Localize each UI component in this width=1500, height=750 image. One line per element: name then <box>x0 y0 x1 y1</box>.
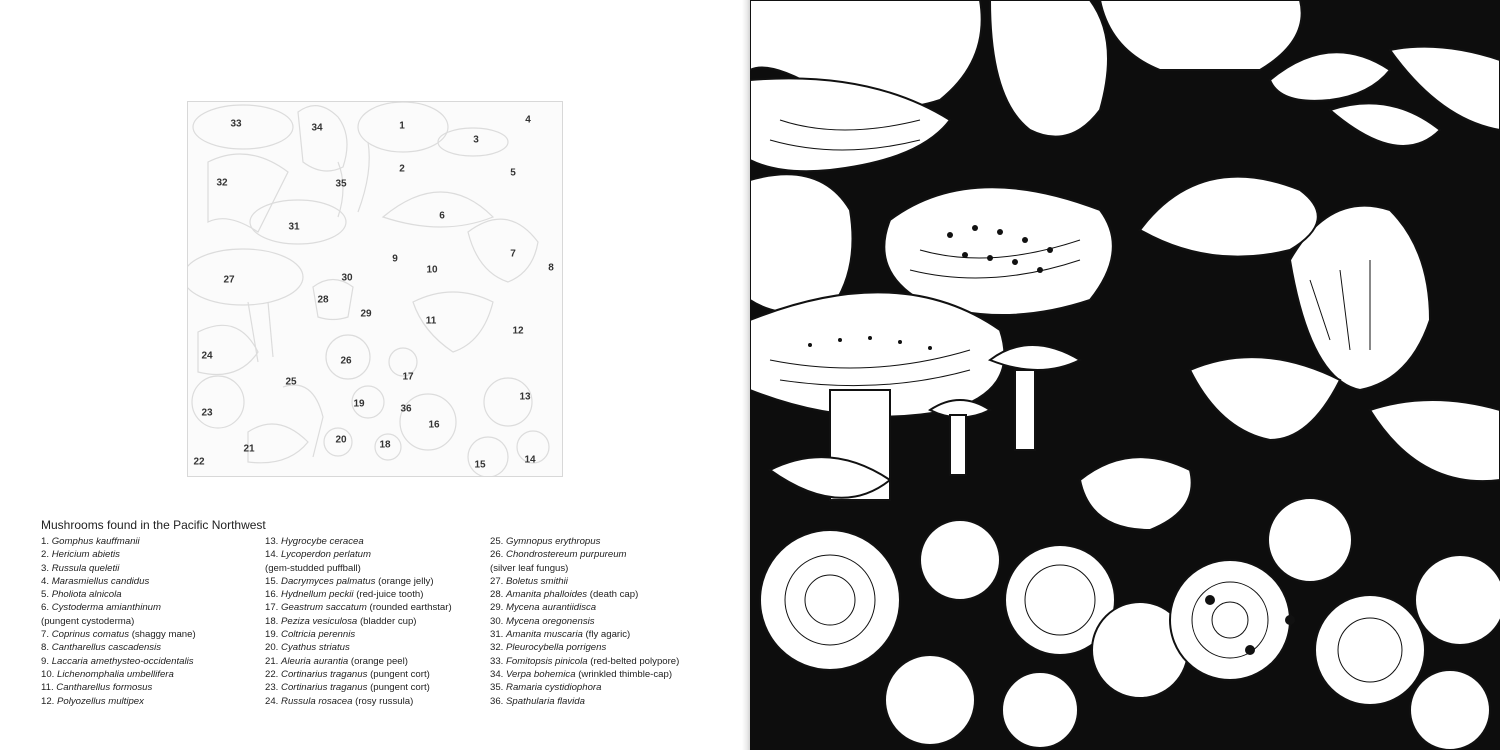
key-number-28: 28 <box>317 294 329 306</box>
legend-item-scientific-name: Coprinus comatus <box>51 629 130 641</box>
legend-item-common-name: (fly agaric) <box>585 629 631 641</box>
legend-column-3 <box>490 535 679 708</box>
legend-item <box>41 615 196 628</box>
legend-item-number: 33. <box>490 655 504 667</box>
legend-item <box>490 548 679 561</box>
legend-item <box>490 655 679 668</box>
key-diagram-outlines <box>188 102 562 476</box>
legend-item-number: 19. <box>265 629 279 641</box>
legend-item <box>41 668 196 681</box>
legend-item-common-name: (red-juice tooth) <box>356 589 424 601</box>
legend-item-scientific-name: Russula queletii <box>51 562 120 574</box>
legend-item <box>41 548 196 561</box>
right-page-illustration <box>750 0 1500 750</box>
legend-column-1 <box>41 535 196 708</box>
key-number-10: 10 <box>426 264 438 276</box>
key-number-33: 33 <box>230 118 242 130</box>
key-number-22: 22 <box>193 456 205 468</box>
legend-item <box>41 575 196 588</box>
legend-item <box>265 575 452 588</box>
left-page <box>0 0 748 750</box>
legend-item-scientific-name: Gymnopus erythropus <box>506 536 601 547</box>
legend-item-common-name: (gem-studded puffball) <box>265 562 361 574</box>
key-number-2: 2 <box>399 163 405 175</box>
legend-item-scientific-name: Pholiota alnicola <box>51 589 122 601</box>
legend-item-scientific-name: Hygrocybe ceracea <box>281 536 364 547</box>
key-number-7: 7 <box>510 248 516 260</box>
key-number-31: 31 <box>288 221 300 233</box>
key-number-13: 13 <box>519 391 531 403</box>
legend-item-number: 34. <box>490 668 504 680</box>
legend-item-number: 22. <box>265 668 279 680</box>
legend-item-number: 36. <box>490 695 504 707</box>
legend-item <box>41 695 196 708</box>
key-number-30: 30 <box>341 272 353 284</box>
legend-item-scientific-name: Cyathus striatus <box>281 642 350 654</box>
key-number-21: 21 <box>243 443 255 455</box>
legend-item-scientific-name: Mycena aurantiidisca <box>506 602 597 614</box>
legend-item <box>490 641 679 654</box>
legend-item-scientific-name: Coltricia perennis <box>281 629 356 641</box>
legend-item-common-name: (bladder cup) <box>359 615 417 627</box>
key-number-15: 15 <box>474 459 486 471</box>
legend-item <box>41 628 196 641</box>
legend-item-scientific-name: Cystoderma amianthinum <box>51 602 161 614</box>
legend-item-common-name: (red-belted polypore) <box>590 655 680 667</box>
legend-item <box>490 695 679 708</box>
legend-item-number: 4. <box>41 575 50 587</box>
key-number-14: 14 <box>524 454 536 466</box>
legend-item-scientific-name: Cortinarius traganus <box>281 682 368 694</box>
legend-item <box>41 562 196 575</box>
legend-item-common-name: (orange jelly) <box>378 575 434 587</box>
legend-item-number: 2. <box>41 549 50 561</box>
legend-item <box>265 588 452 601</box>
legend-item-number: 11. <box>41 682 54 694</box>
legend-item-scientific-name: Lycoperdon perlatum <box>281 549 371 561</box>
legend-item <box>41 601 196 614</box>
key-number-29: 29 <box>360 308 372 320</box>
legend-item <box>490 562 679 575</box>
legend-item <box>265 548 452 561</box>
legend-item-scientific-name: Cortinarius traganus <box>281 668 368 680</box>
mushroom-line-art <box>750 0 1500 750</box>
legend-item-number: 23. <box>265 682 279 694</box>
legend-item-common-name: (pungent cystoderma) <box>41 615 135 627</box>
legend-item-number: 26. <box>490 549 504 561</box>
legend-item <box>41 641 196 654</box>
legend-item <box>490 668 679 681</box>
key-number-8: 8 <box>548 262 554 274</box>
legend-item <box>265 601 452 614</box>
legend-item <box>265 615 452 628</box>
legend-item <box>41 588 196 601</box>
legend-item-scientific-name: Peziza vesiculosa <box>281 615 358 627</box>
legend-item-number: 14. <box>265 549 279 561</box>
key-number-18: 18 <box>379 439 391 451</box>
legend-item <box>265 628 452 641</box>
key-number-24: 24 <box>201 350 213 362</box>
legend-item <box>265 695 452 708</box>
legend-item <box>41 535 196 548</box>
legend-item-common-name: (rosy russula) <box>355 695 414 707</box>
legend-item-number: 1. <box>41 536 50 547</box>
legend-item-scientific-name: Amanita muscaria <box>506 629 583 641</box>
legend-item <box>490 628 679 641</box>
legend-item-scientific-name: Chondrostereum purpureum <box>506 549 627 561</box>
key-number-25: 25 <box>285 376 297 388</box>
key-number-6: 6 <box>439 210 445 222</box>
legend-item-scientific-name: Verpa bohemica <box>506 668 576 680</box>
legend-item <box>265 641 452 654</box>
legend-item-number: 29. <box>490 602 504 614</box>
legend-item-common-name: (orange peel) <box>350 655 408 667</box>
key-number-3: 3 <box>473 134 479 146</box>
key-number-36: 36 <box>400 403 412 415</box>
key-number-20: 20 <box>335 434 347 446</box>
legend-item-scientific-name: Hydnellum peckii <box>281 589 354 601</box>
key-number-27: 27 <box>223 274 235 286</box>
legend-item-scientific-name: Hericium abietis <box>51 549 120 561</box>
legend-item <box>490 601 679 614</box>
legend-item-common-name: (silver leaf fungus) <box>490 562 569 574</box>
key-number-26: 26 <box>340 355 352 367</box>
legend-item <box>265 681 452 694</box>
key-number-35: 35 <box>335 178 347 190</box>
legend-item <box>265 655 452 668</box>
legend-item <box>265 668 452 681</box>
legend-item-number: 31. <box>490 629 504 641</box>
legend-item-scientific-name: Pleurocybella porrigens <box>506 642 607 654</box>
legend-item-number: 7. <box>41 629 50 641</box>
legend-item-scientific-name: Fomitopsis pinicola <box>506 655 588 667</box>
legend-item-number: 3. <box>41 562 50 574</box>
legend-item-number: 30. <box>490 615 504 627</box>
legend-item-scientific-name: Lichenomphalia umbellifera <box>57 668 174 680</box>
legend-item-number: 17. <box>265 602 279 614</box>
key-number-17: 17 <box>402 371 414 383</box>
legend-item-number: 24. <box>265 695 279 707</box>
legend-item-number: 13. <box>265 536 279 547</box>
legend-item-scientific-name: Dacrymyces palmatus <box>281 575 376 587</box>
legend-item <box>41 655 196 668</box>
legend-item-common-name: (pungent cort) <box>370 682 430 694</box>
legend-item-scientific-name: Geastrum saccatum <box>281 602 367 614</box>
legend-item-number: 32. <box>490 642 504 654</box>
key-number-9: 9 <box>392 253 398 265</box>
key-number-16: 16 <box>428 419 440 431</box>
legend-item-scientific-name: Mycena oregonensis <box>506 615 595 627</box>
key-number-34: 34 <box>311 122 323 134</box>
book-gutter <box>742 0 750 750</box>
legend-item-number: 16. <box>265 589 279 601</box>
legend-title: Mushrooms found in the Pacific Northwest <box>41 518 266 532</box>
key-number-23: 23 <box>201 407 213 419</box>
legend-column-2 <box>265 535 452 708</box>
key-number-11: 11 <box>425 315 437 327</box>
legend-item-common-name: (death cap) <box>589 589 639 601</box>
key-number-1: 1 <box>399 120 405 132</box>
legend-item-scientific-name: Laccaria amethysteo-occidentalis <box>51 655 194 667</box>
legend-item-common-name: (pungent cort) <box>370 668 430 680</box>
legend-item-number: 35. <box>490 682 504 694</box>
legend-item-number: 10. <box>41 668 55 680</box>
legend-item-number: 28. <box>490 589 504 601</box>
legend-item <box>265 535 452 548</box>
legend-item-scientific-name: Cantharellus formosus <box>56 682 153 694</box>
legend-item-number: 8. <box>41 642 50 654</box>
legend-item-scientific-name: Marasmiellus candidus <box>51 575 150 587</box>
legend-item <box>41 681 196 694</box>
legend-item-number: 27. <box>490 575 504 587</box>
legend-item-number: 20. <box>265 642 279 654</box>
legend-item-scientific-name: Polyozellus multipex <box>57 695 144 707</box>
legend-item-scientific-name: Aleuria aurantia <box>281 655 349 667</box>
legend-item <box>490 615 679 628</box>
legend-item-scientific-name: Russula rosacea <box>281 695 353 707</box>
legend-item <box>265 562 452 575</box>
key-number-32: 32 <box>216 177 228 189</box>
legend-item <box>490 588 679 601</box>
legend-item-scientific-name: Spathularia flavida <box>506 695 585 707</box>
legend-item <box>490 575 679 588</box>
legend-item-common-name: (shaggy mane) <box>131 629 196 641</box>
legend-item <box>490 681 679 694</box>
key-number-4: 4 <box>525 114 531 126</box>
legend-item-scientific-name: Boletus smithii <box>506 575 568 587</box>
legend-item-number: 12. <box>41 695 55 707</box>
legend-item-number: 15. <box>265 575 279 587</box>
legend-item-number: 25. <box>490 536 504 547</box>
key-number-12: 12 <box>512 325 524 337</box>
legend-item-common-name: (rounded earthstar) <box>369 602 452 614</box>
legend-item <box>490 535 679 548</box>
key-diagram <box>187 101 563 477</box>
legend-item-scientific-name: Amanita phalloides <box>506 589 588 601</box>
legend-item-number: 18. <box>265 615 279 627</box>
legend-item-scientific-name: Cantharellus cascadensis <box>51 642 162 654</box>
key-number-19: 19 <box>353 398 365 410</box>
legend-item-number: 6. <box>41 602 50 614</box>
legend-item-common-name: (wrinkled thimble-cap) <box>578 668 673 680</box>
key-number-5: 5 <box>510 167 516 179</box>
legend-item-scientific-name: Gomphus kauffmanii <box>51 536 140 547</box>
legend-item-scientific-name: Ramaria cystidiophora <box>506 682 602 694</box>
legend-item-number: 5. <box>41 589 50 601</box>
legend-item-number: 21. <box>265 655 279 667</box>
legend-item-number: 9. <box>41 655 50 667</box>
